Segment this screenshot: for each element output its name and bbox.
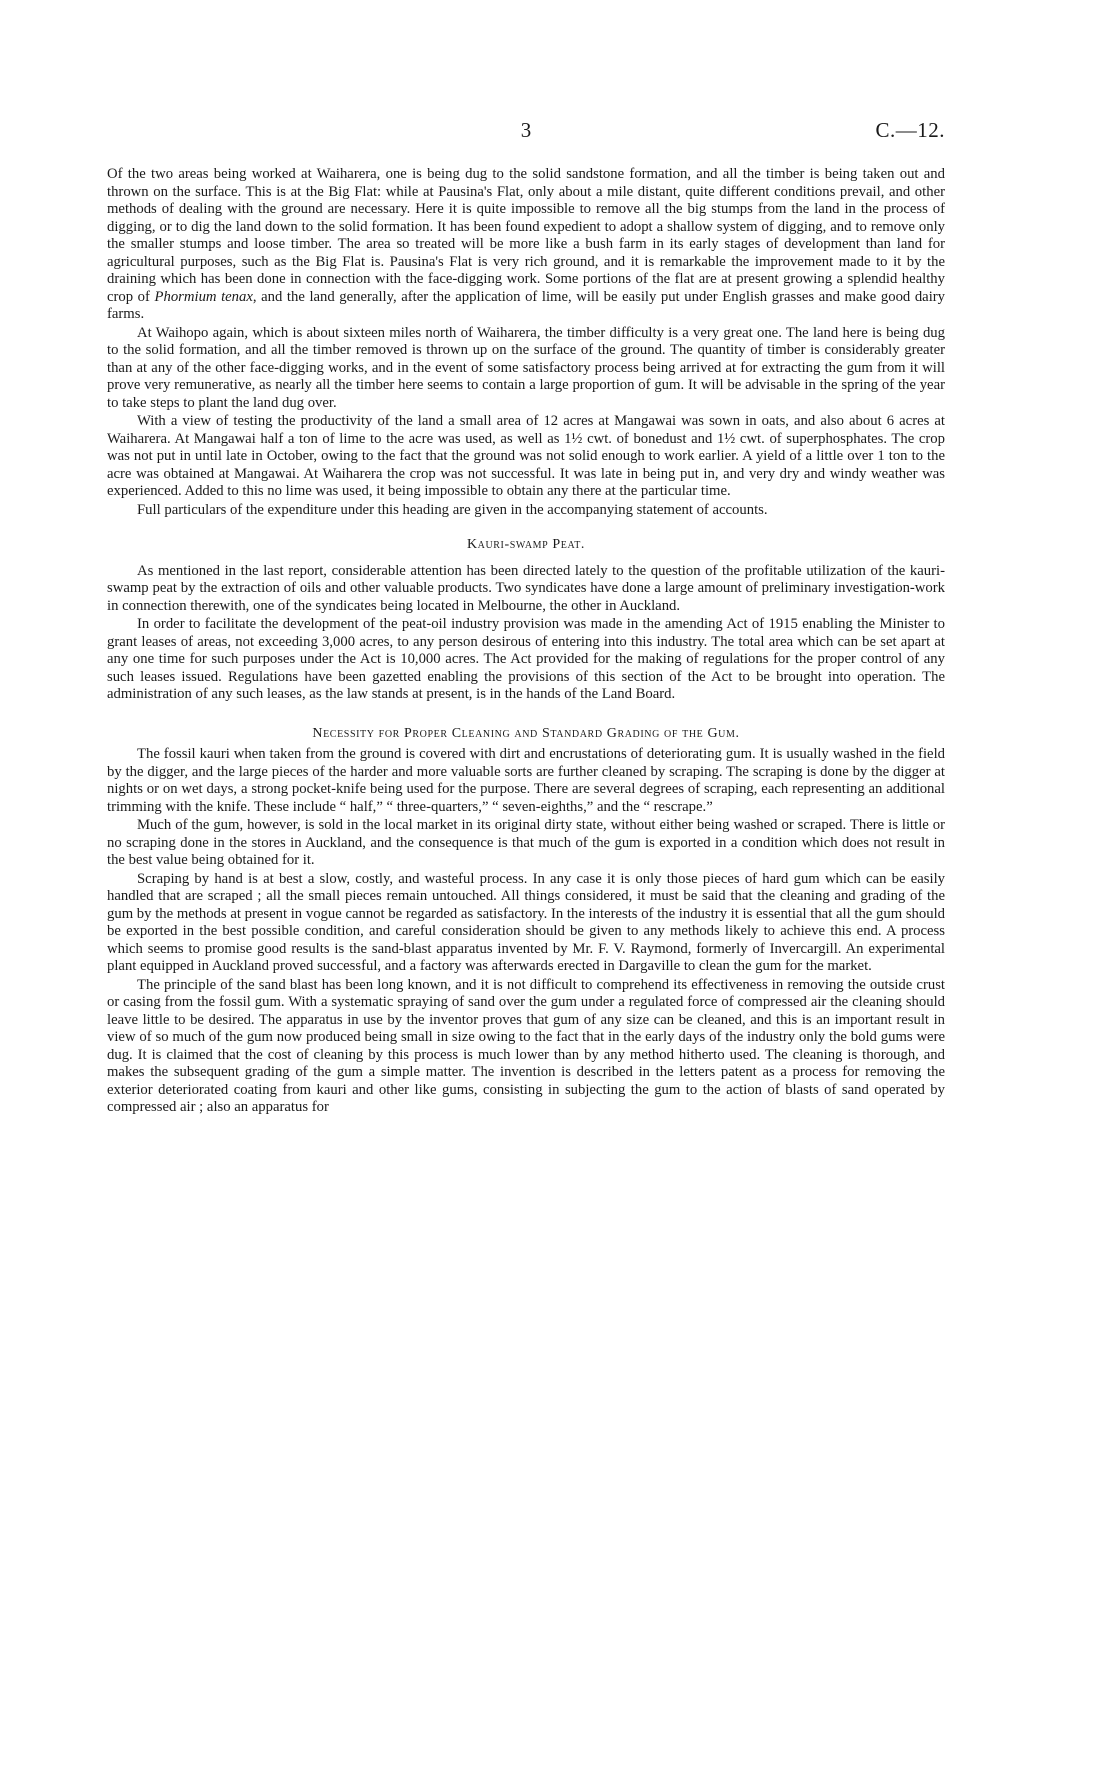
paragraph-peat-utilization: As mentioned in the last report, considerable attention has been directed lately to the question of the profitable utilization of the kauri-swamp peat by the extraction of oils and other valuable products. Two syndicates have done a large amount of preliminary investigation-work in connection therewith, one of the syndicates being located in Melbourne, the other in Auckland. bbox=[107, 562, 945, 614]
body-text bbox=[107, 166, 945, 1118]
paragraph-waiharera bbox=[107, 166, 945, 324]
paragraph-sand-blast: The principle of the sand blast has been long known, and it is not difficult to comprehend its effectiveness in removing the outside crust or casing from the fossil gum. With a systematic spraying of sand over the gum under a regulated force of compressed air the cleaning should leave little to be desired. The apparatus in use by the inventor proves that gum of any size can be cleaned, and this is an important result in view of so much of the gum now produced being small in size owing to the fact that in the early days of the industry only the bold gums were dug. It is claimed that the cost of cleaning by this process is much lower than by any method hitherto used. The cleaning is thorough, and makes the subsequent grading of the gum a simple matter. The invention is described in the letters patent as a process for removing the exterior deteriorated coating from kauri and other like gums, consisting in subjecting the gum to the action of blasts of sand operated by compressed air ; also an apparatus for bbox=[107, 976, 945, 1115]
paragraph-peat-leases: In order to facilitate the development of the peat-oil industry provision was made in the amending Act of 1915 enabling the Minister to grant leases of areas, not exceeding 3,000 acres, to any person desirous of entering into this industry. The total area which can be set apart at any one time for such purposes under the Act is 10,000 acres. The Act provided for the making of regulations for the proper control of any such leases issued. Regulations have been gazetted enabling the provisions of this section of the Act to be brought into operation. The administration of any such leases, as the law stands at present, is in the hands of the Land Board. bbox=[107, 616, 945, 702]
paragraph-waihopo: At Waihopo again, which is about sixteen miles north of Waiharera, the timber difficulty is a very great one. The land here is being dug to the solid formation, and all the timber removed is thrown up on the surface of the ground. The quantity of timber is considerably greater than at any of the other face-digging works, and in the event of some satisfactory process being arrived at for extracting the gum from it will prove very remunerative, as nearly all the timber here seems to contain a large proportion of gum. It will be advisable in the spring of the year to take steps to plant the land dug over. bbox=[107, 324, 945, 411]
paragraph-hand-scraping: Scraping by hand is at best a slow, costly, and wasteful process. In any case it is only those pieces of hard gum which can be easily handled that are scraped ; all the small pieces remain untouched. All things considered, it must be said that the cleaning and grading of the gum by the methods at present in vogue cannot be regarded as satisfactory. In the interests of the industry it is essential that all the gum should be exported in the best possible condition, and careful consideration should be given to any methods likely to achieve this end. A process which seems to promise good results is the sand-blast apparatus invented by Mr. F. V. Raymond, formerly of Invercargill. An experimental plant equipped in Auckland proved successful, and a factory was afterwards erected in Dargaville to clean the gum for the market. bbox=[107, 870, 945, 974]
document-reference: C.—12. bbox=[875, 118, 945, 142]
paragraph-text-end: , and the land generally, after the application of lime, will be easily put under English grasses and make good dairy farms. bbox=[107, 288, 946, 322]
page-number: 3 bbox=[520, 118, 532, 142]
paragraph-expenditure: Full particulars of the expenditure under this heading are given in the accompanying statement of accounts. bbox=[137, 501, 768, 518]
section-heading-peat: Kauri-swamp Peat. bbox=[466, 537, 586, 552]
paragraph-dirty-state: Much of the gum, however, is sold in the local market in its original dirty state, without either being washed or scraped. There is little or no scraping done in the stores in Auckland, and the consequence is that much of the gum is exported in a condition which does not result in the best value being obtained for it. bbox=[107, 817, 945, 868]
section-heading-grading: Necessity for Proper Cleaning and Standard Grading of the Gum. bbox=[312, 725, 740, 741]
paragraph-crop-trial: With a view of testing the productivity of the land a small area of 12 acres at Mangawai was sown in oats, and also about 6 acres at Waiharera. At Mangawai half a ton of lime to the acre was used, as well as 1½ cwt. of bonedust and 1½ cwt. of superphosphates. The crop was not put in until late in October, owing to the fact that the ground was not solid enough to work earlier. A yield of a little over 1 ton to the acre was obtained at Mangawai. At Waiharera the crop was not successful. It was late in being put in, and very dry and windy weather was experienced. Added to this no lime was used, it being impossible to obtain any there at the particular time. bbox=[107, 413, 945, 499]
italic-species-name: Phormium tenax bbox=[154, 288, 253, 305]
page-header bbox=[107, 118, 945, 148]
paragraph-text: Of the two areas being worked at Waiharera, one is being dug to the solid sandstone formation, and all the timber is being taken out and thrown on the surface. This is at the Big Flat: while at Pausina's Flat, only about a mile distant, quite different conditions prevail, and other methods of dealing with the ground are necessary. Here it is quite impossible to remove all the big stumps from the land in the process of digging, or to dig the land down to the solid formation. It has been found expedient to adopt a shallow system of digging, and to remove only the smaller stumps and loose timber. The area so treated will be more like a bush farm in its early stages of development than land for agricultural purposes, such as the Big Flat is. Pausina's Flat is very rich ground, and it is remarkable the improvement made to it by the draining which has been done in connection with the face-digging work. Some portions of the flat are at present growing a splendid healthy crop of bbox=[107, 166, 945, 305]
paragraph-scraping: The fossil kauri when taken from the ground is covered with dirt and encrustations of deteriorating gum. It is usually washed in the field by the digger, and the large pieces of the harder and more valuable sorts are further cleaned by scraping. The scraping is done by the digger at nights or on wet days, a strong pocket-knife being used for the purpose. There are several degrees of scraping, each representing an additional trimming with the knife. These include “ half,” “ three-quarters,” “ seven-eighths,” and the “ rescrape.” bbox=[107, 746, 945, 815]
